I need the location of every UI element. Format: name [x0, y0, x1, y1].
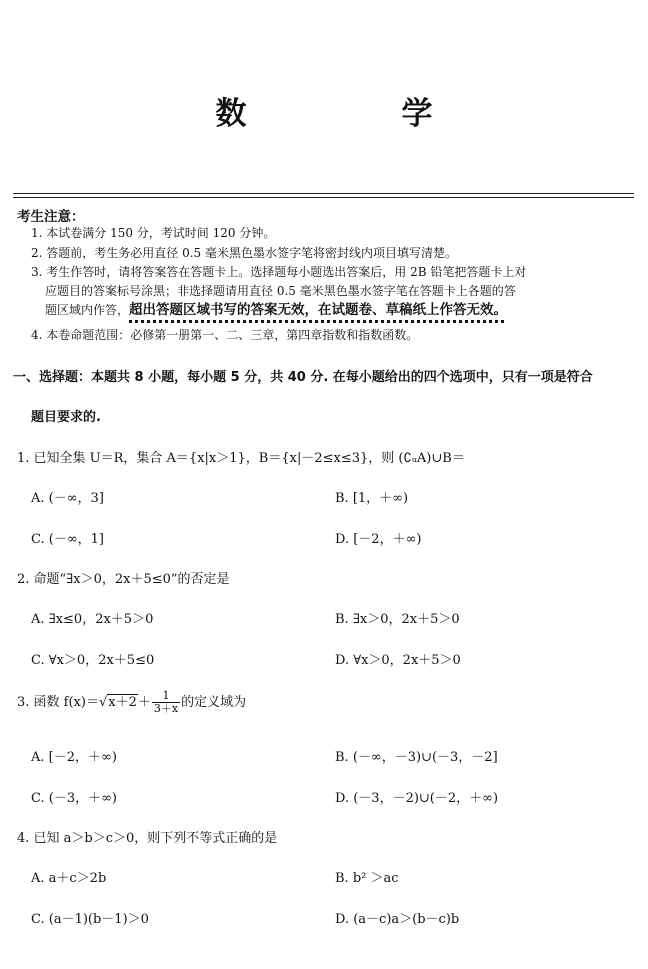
- question-3-option-b: B. (－∞，－3)∪(－3，－2]: [335, 750, 498, 765]
- question-1-option-c: C. (－∞，1]: [31, 532, 104, 547]
- question-2-option-b: B. ∃x＞0，2x＋5＞0: [335, 612, 460, 627]
- question-3-plus: ＋: [137, 695, 151, 710]
- sqrt-expression: [99, 691, 138, 710]
- question-4-option-a: A. a＋c＞2b: [31, 871, 107, 886]
- question-4-option-b: B. b² ＞ac: [335, 871, 399, 886]
- question-2-option-c: C. ∀x＞0，2x＋5≤0: [31, 653, 155, 668]
- section-heading-cont: 题目要求的.: [31, 410, 101, 425]
- fraction-denominator: 3＋x: [153, 702, 179, 715]
- question-2-option-d: D. ∀x＞0，2x＋5＞0: [335, 653, 461, 668]
- question-2-stem: 2. 命题“∃x＞0，2x＋5≤0”的否定是: [17, 572, 230, 587]
- notice-item-3-tail: 题区域内作答，: [45, 303, 130, 317]
- page-title: 数 学: [215, 96, 495, 132]
- question-1-option-b: B. [1，＋∞): [335, 491, 409, 506]
- header-rule-top: [13, 193, 634, 194]
- question-3-stem-suffix: 的定义域为: [181, 695, 247, 710]
- notice-item-1: 1. 本试卷满分 150 分，考试时间 120 分钟。: [31, 226, 276, 240]
- question-4-option-c: C. (a－1)(b－1)＞0: [31, 912, 149, 927]
- notice-item-3-end: [45, 302, 507, 319]
- sqrt-icon: √: [98, 695, 108, 710]
- question-4-option-d: D. (a－c)a＞(b－c)b: [335, 912, 460, 927]
- question-3-option-d: D. (－3，－2)∪(－2，＋∞): [335, 791, 499, 806]
- question-3-stem: [17, 690, 246, 715]
- section-heading: 一、选择题：本题共 8 小题，每小题 5 分，共 40 分. 在每小题给出的四个选项中，只有一项是符合: [13, 370, 593, 385]
- question-3-option-c: C. (－3，＋∞): [31, 791, 117, 806]
- fraction: [152, 690, 180, 715]
- notice-heading: 考生注意：: [17, 209, 85, 225]
- question-3-stem-prefix: 3. 函数 f(x)＝: [17, 695, 99, 710]
- notice-item-2: 2. 答题前，考生务必用直径 0.5 毫米黑色墨水签字笔将密封线内项目填写清楚。: [31, 246, 457, 260]
- notice-item-3-cont: 应题目的答案标号涂黑；非选择题请用直径 0.5 毫米黑色墨水签字笔在答题卡上各题的答: [45, 284, 516, 298]
- question-1-stem: 1. 已知全集 U＝R，集合 A＝{x|x＞1}，B＝{x|－2≤x≤3}，则 (∁ᵤA)∪B＝: [17, 451, 465, 466]
- notice-item-4: 4. 本卷命题范围：必修第一册第一、二、三章，第四章指数和指数函数。: [31, 328, 419, 342]
- fraction-numerator: 1: [152, 690, 180, 703]
- question-1-option-a: A. (－∞，3]: [31, 491, 104, 506]
- header-rule-bottom: [13, 197, 634, 198]
- question-1-option-d: D. [－2，＋∞): [335, 532, 422, 547]
- question-2-option-a: A. ∃x≤0，2x＋5＞0: [31, 612, 154, 627]
- notice-emphasis: 超出答题区域书写的答案无效，在试题卷、草稿纸上作答无效。: [129, 302, 508, 318]
- notice-item-3: 3. 考生作答时，请将答案答在答题卡上。选择题每小题选出答案后，用 2B 铅笔把答题卡上对: [31, 265, 527, 279]
- question-3-option-a: A. [－2，＋∞): [31, 750, 117, 765]
- question-4-stem: 4. 已知 a＞b＞c＞0，则下列不等式正确的是: [17, 831, 278, 846]
- sqrt-radicand: x＋2: [108, 695, 137, 710]
